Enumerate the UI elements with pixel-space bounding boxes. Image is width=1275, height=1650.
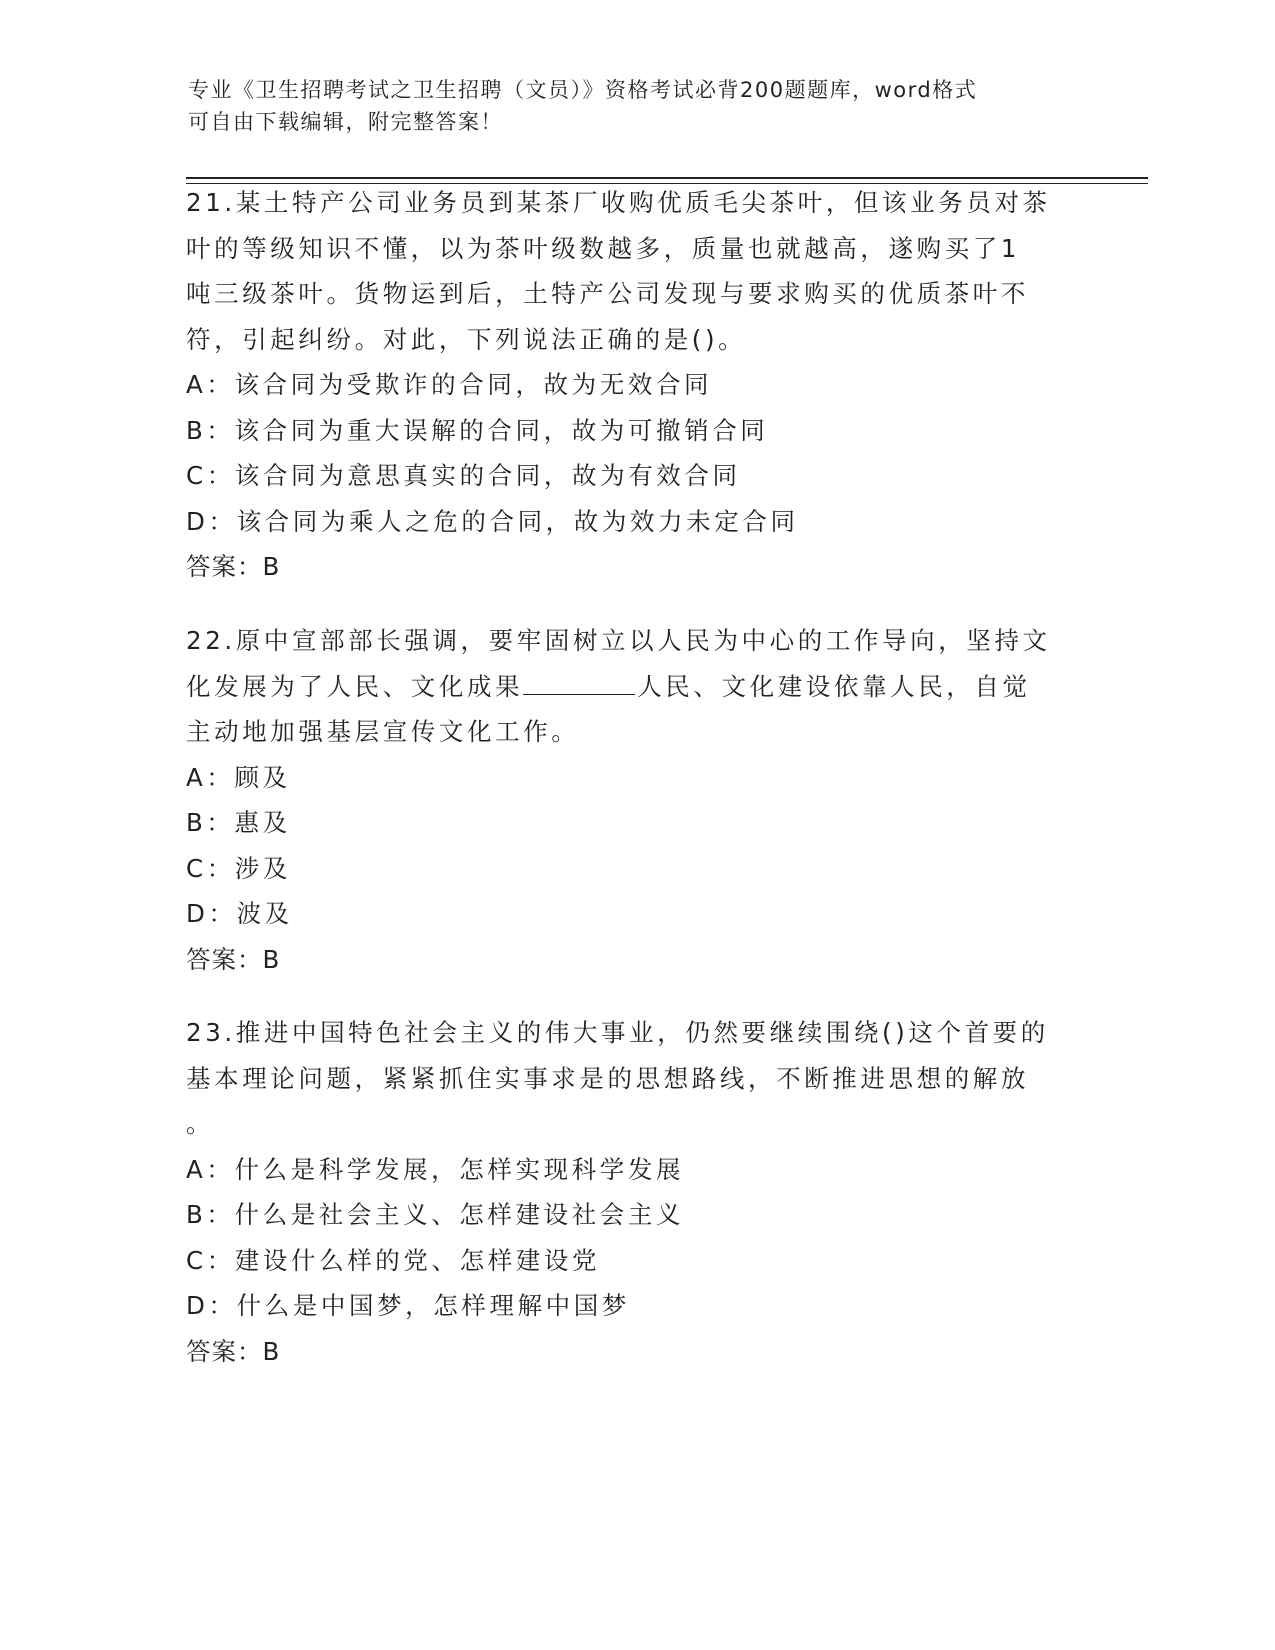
question-text-line: 吨三级茶叶。货物运到后，土特产公司发现与要求购买的优质茶叶不 bbox=[186, 279, 1029, 308]
header-rule-thick bbox=[186, 177, 1148, 179]
document-header bbox=[188, 74, 1068, 138]
question-text-segment: 化发展为了人民、文化成果 bbox=[186, 671, 524, 701]
answer-line: 答案：B bbox=[186, 944, 281, 974]
question-text-line: 符，引起纠纷。对此，下列说法正确的是()。 bbox=[186, 324, 747, 354]
question-22 bbox=[186, 618, 1081, 982]
question-text-line: 主动地加强基层宣传文化工作。 bbox=[186, 717, 580, 746]
option-d: D：该合同为乘人之危的合同，故为效力未定合同 bbox=[186, 506, 799, 536]
option-a: A：顾及 bbox=[186, 762, 291, 792]
option-a: A：什么是科学发展，怎样实现科学发展 bbox=[186, 1154, 685, 1184]
option-d: D：什么是中国梦，怎样理解中国梦 bbox=[186, 1291, 630, 1320]
header-line-1: 专业《卫生招聘考试之卫生招聘（文员）》资格考试必背200题题库，word格式 bbox=[188, 78, 978, 102]
question-text-line: 基本理论问题，紧紧抓住实事求是的思想路线，不断推进思想的解放 bbox=[186, 1063, 1029, 1093]
option-b: B：惠及 bbox=[186, 808, 291, 837]
option-c: C：该合同为意思真实的合同，故为有效合同 bbox=[186, 461, 741, 490]
question-text-line: 。 bbox=[186, 1109, 215, 1138]
question-23 bbox=[186, 1010, 1081, 1374]
option-b: B：什么是社会主义、怎样建设社会主义 bbox=[186, 1200, 685, 1229]
header-line-2: 可自由下载编辑，附完整答案！ bbox=[188, 110, 503, 134]
question-text-segment: 人民、文化建设依靠人民，自觉 bbox=[637, 671, 1031, 701]
question-21 bbox=[186, 180, 1081, 590]
question-text-line-with-blank bbox=[186, 664, 1081, 710]
question-text-line: 22.原中宣部部长强调，要牢固树立以人民为中心的工作导向，坚持文 bbox=[186, 626, 1051, 655]
option-d: D：波及 bbox=[186, 899, 293, 928]
question-text-line: 21.某土特产公司业务员到某茶厂收购优质毛尖茶叶，但该业务员对茶 bbox=[186, 188, 1051, 217]
question-text-line: 叶的等级知识不懂，以为茶叶级数越多，质量也就越高，遂购买了1 bbox=[186, 233, 1021, 263]
question-text-line: 23.推进中国特色社会主义的伟大事业，仍然要继续围绕()这个首要的 bbox=[186, 1018, 1049, 1047]
option-c: C：涉及 bbox=[186, 853, 292, 883]
fill-in-blank bbox=[523, 678, 635, 695]
answer-line: 答案：B bbox=[186, 1336, 281, 1366]
option-a: A：该合同为受欺诈的合同，故为无效合同 bbox=[186, 370, 713, 399]
option-c: C：建设什么样的党、怎样建设党 bbox=[186, 1245, 601, 1275]
option-b: B：该合同为重大误解的合同，故为可撤销合同 bbox=[186, 415, 769, 445]
answer-line: 答案：B bbox=[186, 552, 281, 581]
